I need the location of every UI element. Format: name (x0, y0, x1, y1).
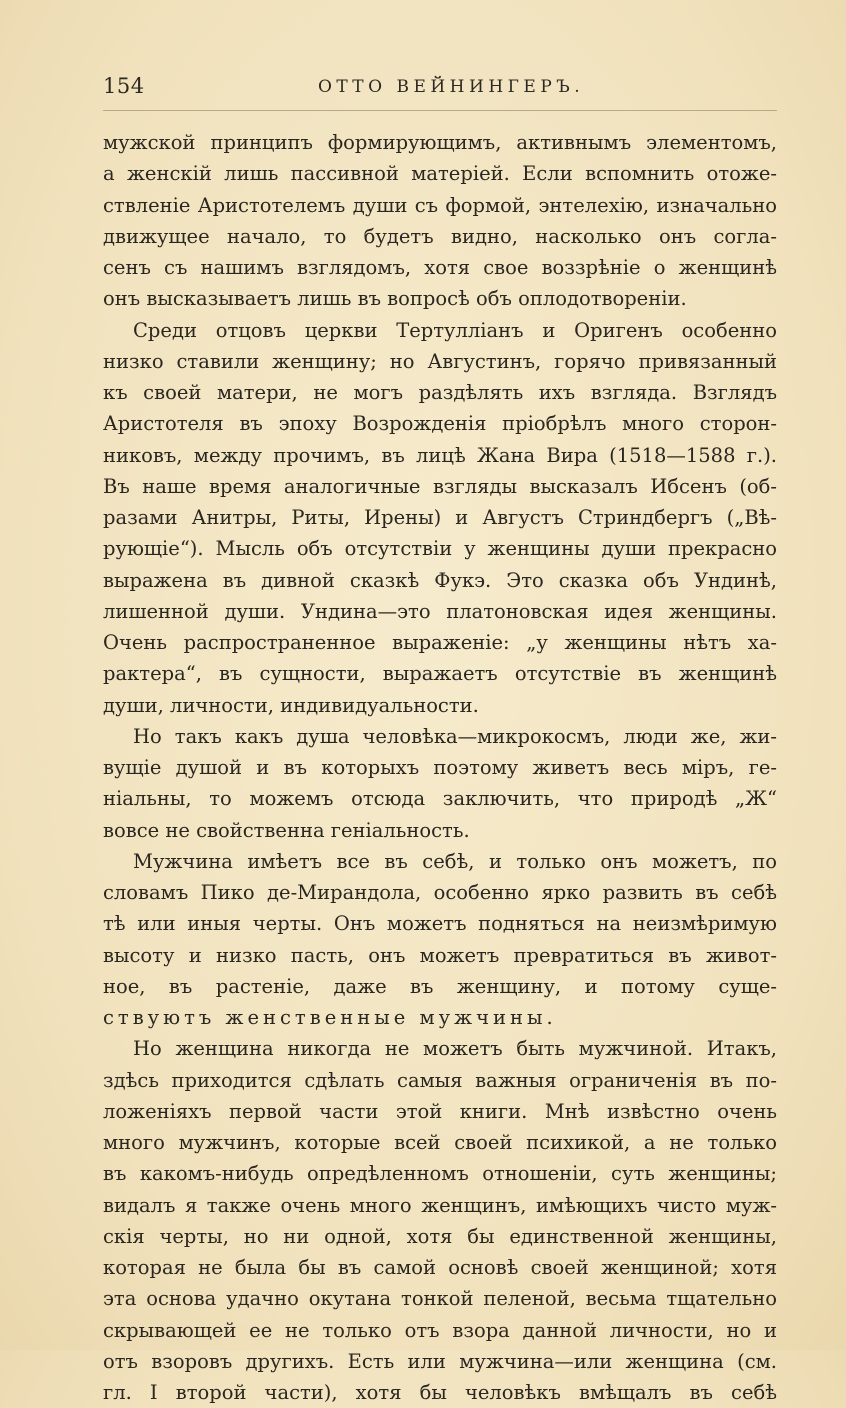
text-line: къ своей матери, не могъ раздѣлять ихъ взгляда. Взглядъ (103, 381, 777, 404)
text-line: Но женщина никогда не можетъ быть мужчиной. Итакъ, (133, 1037, 777, 1061)
body-text (103, 127, 777, 1408)
text-line: Среди отцовъ церкви Тертулліанъ и Оригенъ особенно (133, 318, 777, 342)
text-line: а женскій лишь пассивной матеріей. Если вспомнить отоже- (103, 162, 777, 186)
text-line: отъ взоровъ другихъ. Есть или мужчина—или женщина (см. (103, 1349, 777, 1373)
text-line: разами Анитры, Риты, Ирены) и Августъ Стриндбергъ („Вѣ- (103, 506, 777, 529)
text-line: ніальны, то можемъ отсюда заключить, что природѣ „Ж“ (103, 787, 777, 811)
text-line: которая не была бы въ самой основѣ своей женщиной; хотя (103, 1256, 777, 1279)
text-line: высоту и низко пасть, онъ можетъ превратиться въ живот- (103, 943, 777, 967)
text-line: никовъ, между прочимъ, въ лицѣ Жана Вира (1518—1588 г.). (103, 443, 777, 467)
header-rule (103, 110, 777, 111)
text-line: рактера“, въ сущности, выражаетъ отсутствіе въ женщинѣ (103, 662, 777, 686)
page-number: 154 (103, 74, 145, 98)
text-line: онъ высказываетъ лишь въ вопросѣ объ оплодотвореніи. (103, 287, 687, 311)
text-line: Мужчина имѣетъ все въ себѣ, и только онъ можетъ, по (133, 849, 777, 873)
text-line: въ какомъ-нибудь опредѣленномъ отношеніи, суть женщины; (103, 1162, 777, 1186)
text-line: скрывающей ее не только отъ взора данной личности, но и (103, 1318, 777, 1342)
text-line: эта основа удачно окутана тонкой пеленой, весьма тщательно (103, 1287, 777, 1311)
text-line: много мужчинъ, которые всей своей психикой, а не только (103, 1131, 777, 1154)
text-line: выражена въ дивной сказкѣ Фукэ. Это сказка объ Ундинѣ, (103, 568, 777, 592)
text-line: сенъ съ нашимъ взглядомъ, хотя свое воззрѣніе о женщинѣ (103, 256, 777, 279)
text-line: гл. I второй части), хотя бы человѣкъ вмѣщалъ въ себѣ (103, 1381, 777, 1404)
text-line: скія черты, но ни одной, хотя бы единственной женщины, (103, 1224, 777, 1248)
text-line: ное, въ растеніе, даже въ женщину, и потому суще- (103, 974, 777, 998)
running-title: ОТТО ВЕЙНИНГЕРЪ. (318, 77, 585, 97)
text-line: Въ наше время аналогичные взгляды высказалъ Ибсенъ (об- (103, 474, 777, 498)
text-line: ствуютъ женственные мужчины. (103, 1006, 557, 1029)
page-header (103, 74, 777, 106)
text-line: вовсе не свойственна геніальность. (103, 818, 470, 842)
text-line: видалъ я также очень много женщинъ, имѣющихъ чисто муж- (103, 1193, 777, 1217)
text-line: здѣсь приходится сдѣлать самыя важныя ограниченія въ по- (103, 1068, 777, 1092)
text-line: Но такъ какъ душа человѣка—микрокосмъ, люди же, жи- (133, 724, 777, 748)
text-line: тѣ или иныя черты. Онъ можетъ подняться на неизмѣримую (103, 912, 777, 936)
text-line: ложеніяхъ первой части этой книги. Мнѣ извѣстно очень (103, 1099, 777, 1123)
text-line: движущее начало, то будетъ видно, насколько онъ согла- (103, 224, 777, 248)
text-line: словамъ Пико де-Мирандола, особенно ярко развить въ себѣ (103, 881, 777, 904)
text-line: Аристотеля въ эпоху Возрожденія пріобрѣлъ много сторон- (103, 412, 777, 436)
text-line: души, личности, индивидуальности. (103, 693, 479, 717)
text-line: низко ставили женщину; но Августинъ, горячо привязанный (103, 349, 777, 373)
text-line: ствленіе Аристотелемъ души съ формой, энтелехію, изначально (103, 193, 777, 217)
text-line: лишенной души. Ундина—это платоновская идея женщины. (103, 599, 777, 623)
text-line: рующіе“). Мысль объ отсутствіи у женщины души прекрасно (103, 537, 777, 561)
text-line: вущіе душой и въ которыхъ поэтому живетъ весь міръ, ге- (103, 756, 777, 779)
text-line: Очень распространенное выраженіе: „у женщины нѣтъ ха- (103, 631, 777, 654)
text-line: мужской принципъ формирующимъ, активнымъ элементомъ, (103, 131, 777, 154)
